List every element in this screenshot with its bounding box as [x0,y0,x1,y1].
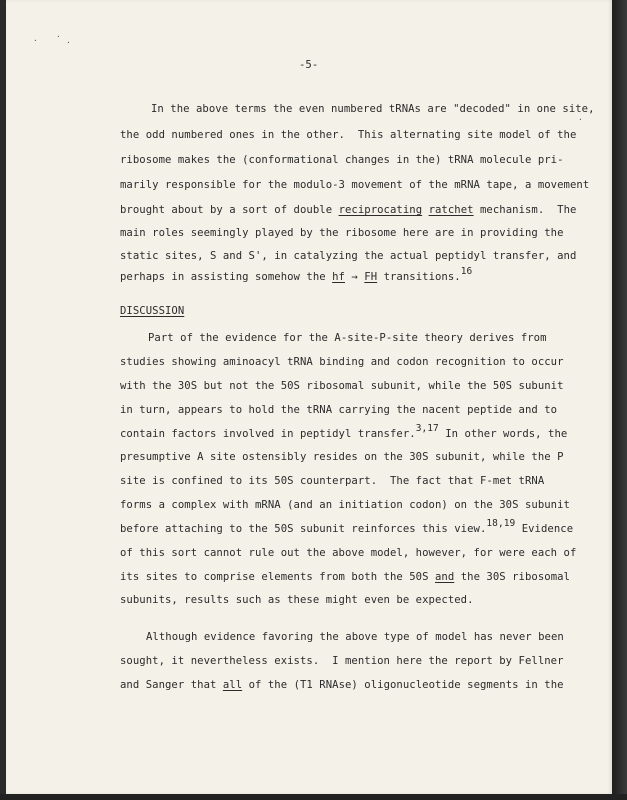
paragraph-line: forms a complex with mRNA (and an initiation codon) on the 30S subunit [120,499,570,511]
paragraph-line: the odd numbered ones in the other. This alternating site model of the [120,129,577,141]
paragraph-line: presumptive A site ostensibly resides on the 30S subunit, while the P [120,451,564,463]
underlined-term: all [222,679,243,691]
paragraph-line: marily responsible for the modulo-3 movement of the mRNA tape, a movement [120,179,590,191]
footnote-reference: 16 [460,266,473,277]
section-heading: DISCUSSION [120,305,185,317]
paragraph-line: static sites, S and S', in catalyzing the actual peptidyl transfer, and [120,250,577,262]
scan-edge-bottom [0,794,627,800]
paragraph-line: site is confined to its 50S counterpart. The fact that F-met tRNA [120,475,545,487]
paragraph-line: before attaching to the 50S subunit reinforces this view.18,19 Evidence [120,518,574,535]
paragraph-line: Although evidence favoring the above type of model has never been [146,631,564,643]
page-number: -5- [299,59,319,71]
paragraph-line: main roles seemingly played by the ribosome here are in providing the [120,227,564,239]
paragraph-line: perhaps in assisting somehow the hf → FH transitions.16 [120,266,473,283]
paper-sheet [6,0,612,794]
underlined-term: and [434,571,455,583]
paragraph-line: in turn, appears to hold the tRNA carrying the nacent peptide and to [120,404,558,416]
paper-speck: · [66,38,71,47]
scan-edge-right [612,0,627,800]
paper-speck: · [33,36,38,45]
paragraph-line: ribosome makes the (conformational changes in the) tRNA molecule pri- [120,154,564,166]
underlined-term: FH [364,271,378,283]
paragraph-line: Part of the evidence for the A-site-P-site theory derives from [148,332,547,344]
paragraph-line: contain factors involved in peptidyl transfer.3,17 In other words, the [120,423,568,440]
paragraph-line: sought, it nevertheless exists. I mention here the report by Fellner [120,655,564,667]
paper-speck: · [578,115,583,124]
arrow-symbol: → [344,271,365,283]
underlined-term: hf [332,271,345,283]
footnote-reference: 3,17 [415,423,439,434]
paragraph-line: and Sanger that all of the (T1 RNAse) oligonucleotide segments in the [120,679,564,691]
paragraph-line: subunits, results such as these might even be expected. [120,594,474,606]
paragraph-line: of this sort cannot rule out the above model, however, for were each of [120,547,577,559]
paper-speck: · [56,32,61,41]
paragraph-line: In the above terms the even numbered tRNAs are "decoded" in one site, [151,103,595,115]
underlined-term: reciprocating [338,204,423,216]
paragraph-line: with the 30S but not the 50S ribosomal subunit, while the 50S subunit [120,380,564,392]
underlined-term: ratchet [428,204,474,216]
paragraph-line: studies showing aminoacyl tRNA binding and codon recognition to occur [120,356,564,368]
paragraph-line: its sites to comprise elements from both the 50S and the 30S ribosomal [120,571,570,583]
footnote-reference: 18,19 [486,518,516,529]
paragraph-line: brought about by a sort of double reciprocating ratchet mechanism. The [120,204,577,216]
